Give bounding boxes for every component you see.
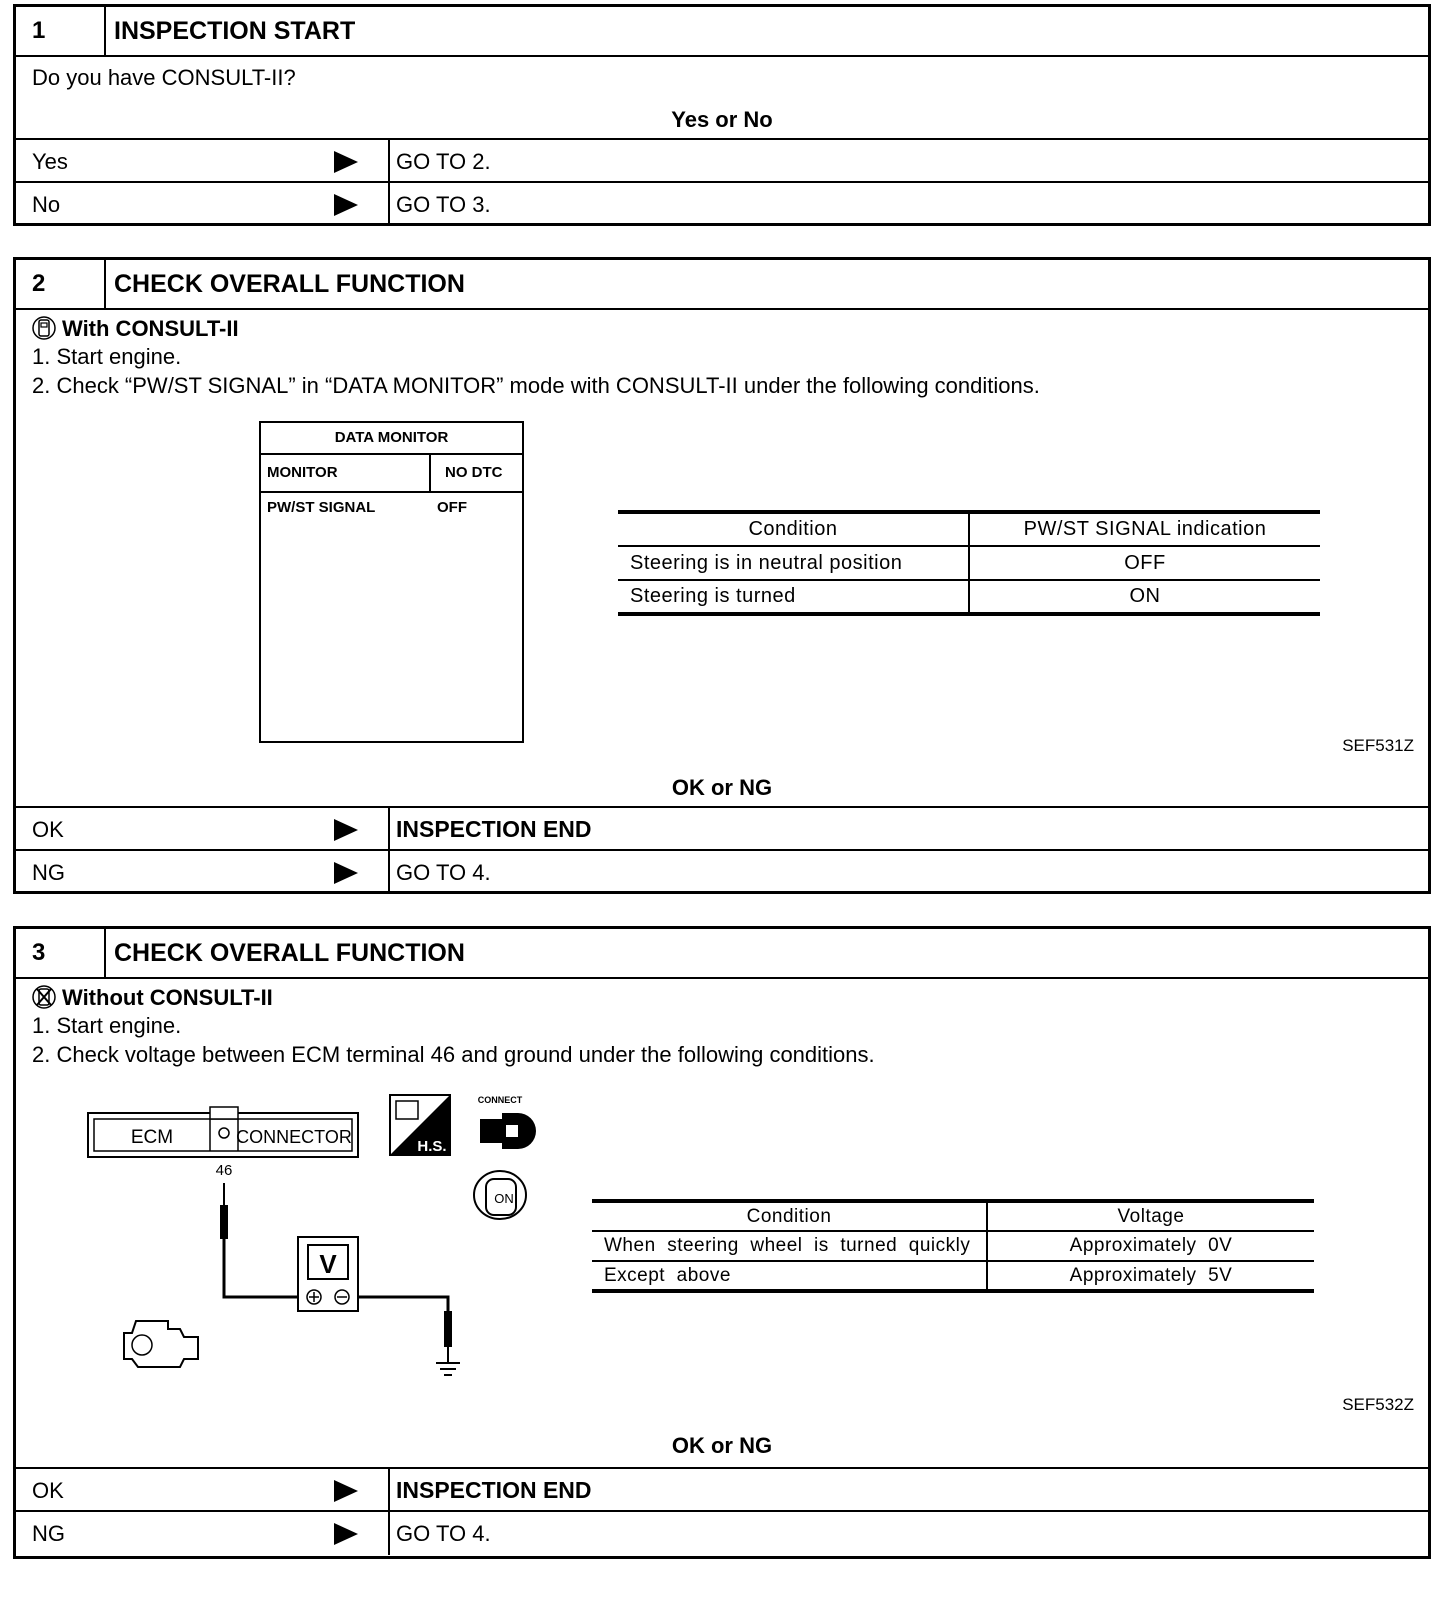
hs-label: H.S. [417,1138,447,1155]
arrow-right-icon [334,194,358,216]
connect-icon [478,1095,536,1149]
decision-label: OK or NG [671,775,773,800]
table-header: Voltage [987,1201,1314,1231]
step-2-header [16,260,1428,310]
result-action: INSPECTION END [396,816,592,842]
monitor-status-label: NO DTC [445,464,503,481]
result-row-ok [16,806,1428,851]
table-cell: ON [969,580,1320,614]
instruction-1: 1. Start engine. [32,344,182,369]
method-line [32,984,273,1011]
step-1-header [16,7,1428,57]
method-label: Without CONSULT-II [62,985,273,1010]
table-cell: OFF [969,546,1320,580]
step-number: 3 [16,929,106,977]
step-number: 2 [16,260,106,308]
hs-icon [390,1095,450,1155]
step-number: 1 [16,7,106,55]
result-label: NG [32,1521,65,1546]
result-row-yes [16,138,1428,183]
result-action: GO TO 4. [396,860,491,885]
table-header: PW/ST SIGNAL indication [969,512,1320,546]
arrow-right-icon [334,819,358,841]
result-label: NG [32,860,65,885]
result-label: OK [32,1478,64,1503]
result-action: GO TO 4. [396,1521,491,1546]
voltmeter-label: V [319,1249,337,1279]
consult-tool-icon [32,315,56,341]
result-label: OK [32,817,64,842]
result-action: GO TO 2. [396,149,491,174]
voltage-check-diagram [76,1089,556,1389]
no-consult-tool-icon [32,984,56,1010]
table-cell: Except above [592,1261,987,1291]
key-on-label: ON [494,1191,514,1206]
connector-label: CONNECTOR [236,1127,352,1147]
table-cell: Steering is in neutral position [618,546,969,580]
engine-icon [124,1321,198,1367]
result-row-ok [16,1467,1428,1512]
arrow-right-icon [334,1523,358,1545]
result-label: No [32,192,61,217]
step-title: CHECK OVERALL FUNCTION [114,939,465,967]
arrow-right-icon [334,862,358,884]
figure-code: SEF532Z [1342,1395,1414,1414]
result-row-no [16,181,1428,226]
table-header: Condition [618,512,969,546]
table-header: Condition [592,1201,987,1231]
step-3-box [13,926,1431,1559]
arrow-right-icon [334,151,358,173]
voltage-condition-table [592,1199,1314,1293]
instruction-2: 2. Check “PW/ST SIGNAL” in “DATA MONITOR” mode with CONSULT-II under the following conditions. [32,373,1040,398]
table-cell: Approximately 5V [987,1261,1314,1291]
ecm-label: ECM [130,1127,174,1148]
table-cell: Approximately 0V [987,1231,1314,1261]
table-cell: When steering wheel is turned quickly [592,1231,987,1261]
connect-label: CONNECT [477,1095,523,1105]
question-text: Do you have CONSULT-II? [32,65,296,90]
arrow-right-icon [334,1480,358,1502]
step-title: CHECK OVERALL FUNCTION [114,270,465,298]
ignition-key-on-icon [474,1171,526,1219]
result-action: GO TO 3. [396,192,491,217]
figure-code: SEF531Z [1342,736,1414,755]
instruction-2: 2. Check voltage between ECM terminal 46 and ground under the following conditions. [32,1042,875,1067]
table-cell: Steering is turned [618,580,969,614]
monitor-value: OFF [437,499,467,516]
step-title: INSPECTION START [114,17,356,45]
terminal-number: 46 [215,1162,233,1179]
result-action: INSPECTION END [396,1477,592,1503]
monitor-item: PW/ST SIGNAL [267,499,376,516]
result-label: Yes [32,149,68,174]
result-row-ng [16,1510,1428,1555]
decision-label: Yes or No [671,107,773,132]
step-3-header [16,929,1428,979]
step-1-box [13,4,1431,226]
method-line [32,315,239,342]
step-2-box [13,257,1431,894]
method-label: With CONSULT-II [62,316,239,341]
instruction-1: 1. Start engine. [32,1013,182,1038]
data-monitor-panel [259,421,524,743]
monitor-column-label: MONITOR [267,464,338,481]
decision-label: OK or NG [671,1433,773,1458]
result-row-ng [16,849,1428,894]
monitor-title: DATA MONITOR [261,423,522,455]
condition-table [618,510,1320,616]
